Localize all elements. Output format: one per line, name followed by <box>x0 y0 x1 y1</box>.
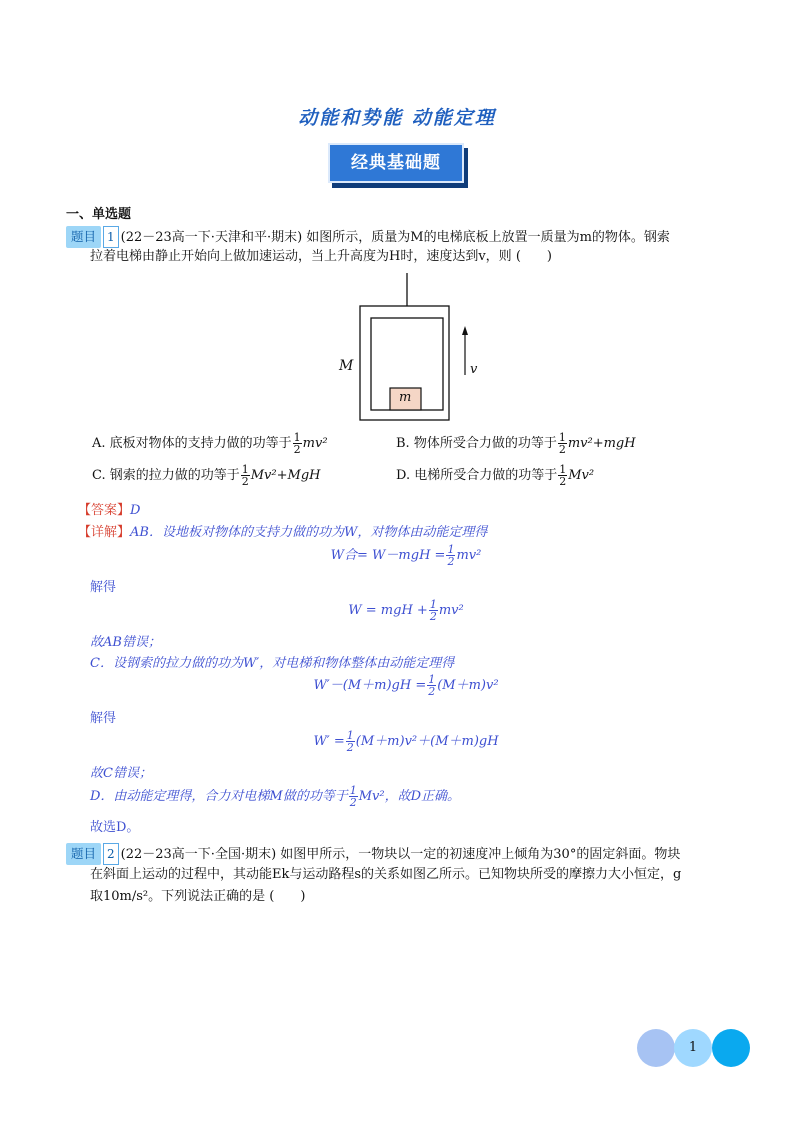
elevator-figure <box>330 270 490 430</box>
banner-label: 经典基础题 <box>328 143 464 183</box>
question-label: 题目 <box>66 226 101 248</box>
page-number-badge <box>637 1029 750 1067</box>
detail-line-2: 故AB错误； <box>90 635 161 650</box>
solve-label-2: 解得 <box>90 711 117 726</box>
question-2-line-3: 取10m/s²。下列说法正确的是 ( ) <box>90 889 306 904</box>
equation-4: W′ = $\frac{1}{2}$ (M＋m)v²＋(M＋m)gH <box>313 729 499 754</box>
label-M: M <box>339 358 354 374</box>
detail-line-6: 故选D。 <box>90 820 140 835</box>
question-number: 2 <box>103 843 119 865</box>
detail-line-5: D．由动能定理得，合力对电梯M做的功等于 $\frac{1}{2}$ Mv²，故D正确。 <box>90 784 461 809</box>
detail-line-4: 故C错误； <box>90 766 152 781</box>
answer-line: 【答案】D <box>78 503 141 518</box>
detail-line-1: 【详解】AB．设地板对物体的支持力做的功为W，对物体由动能定理得 <box>78 525 488 540</box>
section-banner <box>328 143 470 191</box>
option-c[interactable]: C. 钢索的拉力做的功等于 $\frac{1}{2}$ Mv²+MgH <box>92 463 321 488</box>
question-text: (22－23高一下·天津和平·期末) 如图所示，质量为M的电梯底板上放置一质量为m的物体。钢索 <box>120 230 670 245</box>
section-heading: 一、单选题 <box>66 207 132 222</box>
question-1-line-1 <box>66 226 756 248</box>
equation-1: W合= W－mgH = $\frac{1}{2}$ mv² <box>330 543 482 568</box>
page-number: 1 <box>674 1029 712 1067</box>
question-text: (22－23高一下·全国·期末) 如图甲所示，一物块以一定的初速度冲上倾角为30°的固定斜面。物块 <box>120 847 681 862</box>
option-a[interactable]: A. 底板对物体的支持力做的功等于 $\frac{1}{2}$ mv² <box>92 431 328 456</box>
fraction: $\frac{1}{2}$ <box>241 463 249 488</box>
question-2-line-1 <box>66 843 756 865</box>
option-b[interactable]: B. 物体所受合力做的功等于 $\frac{1}{2}$ mv²+mgH <box>396 431 636 456</box>
equation-3: W′－(M＋m)gH = $\frac{1}{2}$ (M＋m)v² <box>313 673 499 698</box>
question-1-line-2: 拉着电梯由静止开始向上做加速运动，当上升高度为H时，速度达到v，则 ( ) <box>90 249 552 264</box>
question-number: 1 <box>103 226 119 248</box>
question-2-line-2: 在斜面上运动的过程中，其动能Ek与运动路程s的关系如图乙所示。已知物块所受的摩擦力大小恒定，g <box>90 867 682 882</box>
badge-circle-left <box>637 1029 675 1067</box>
fraction: $\frac{1}{2}$ <box>558 431 566 456</box>
label-m: m <box>399 390 412 405</box>
option-d[interactable]: D. 电梯所受合力做的功等于 $\frac{1}{2}$ Mv² <box>396 463 595 488</box>
label-v: v <box>470 362 478 377</box>
fraction: $\frac{1}{2}$ <box>559 463 567 488</box>
fraction: $\frac{1}{2}$ <box>293 431 301 456</box>
detail-line-3: C．设钢索的拉力做的功为W′，对电梯和物体整体由动能定理得 <box>90 656 455 671</box>
document-title: 动能和势能 动能定理 <box>298 107 496 129</box>
question-label: 题目 <box>66 843 101 865</box>
badge-circle-right <box>712 1029 750 1067</box>
arrow-head <box>462 326 468 335</box>
solve-label-1: 解得 <box>90 580 117 595</box>
equation-2: W = mgH + $\frac{1}{2}$ mv² <box>348 598 464 623</box>
